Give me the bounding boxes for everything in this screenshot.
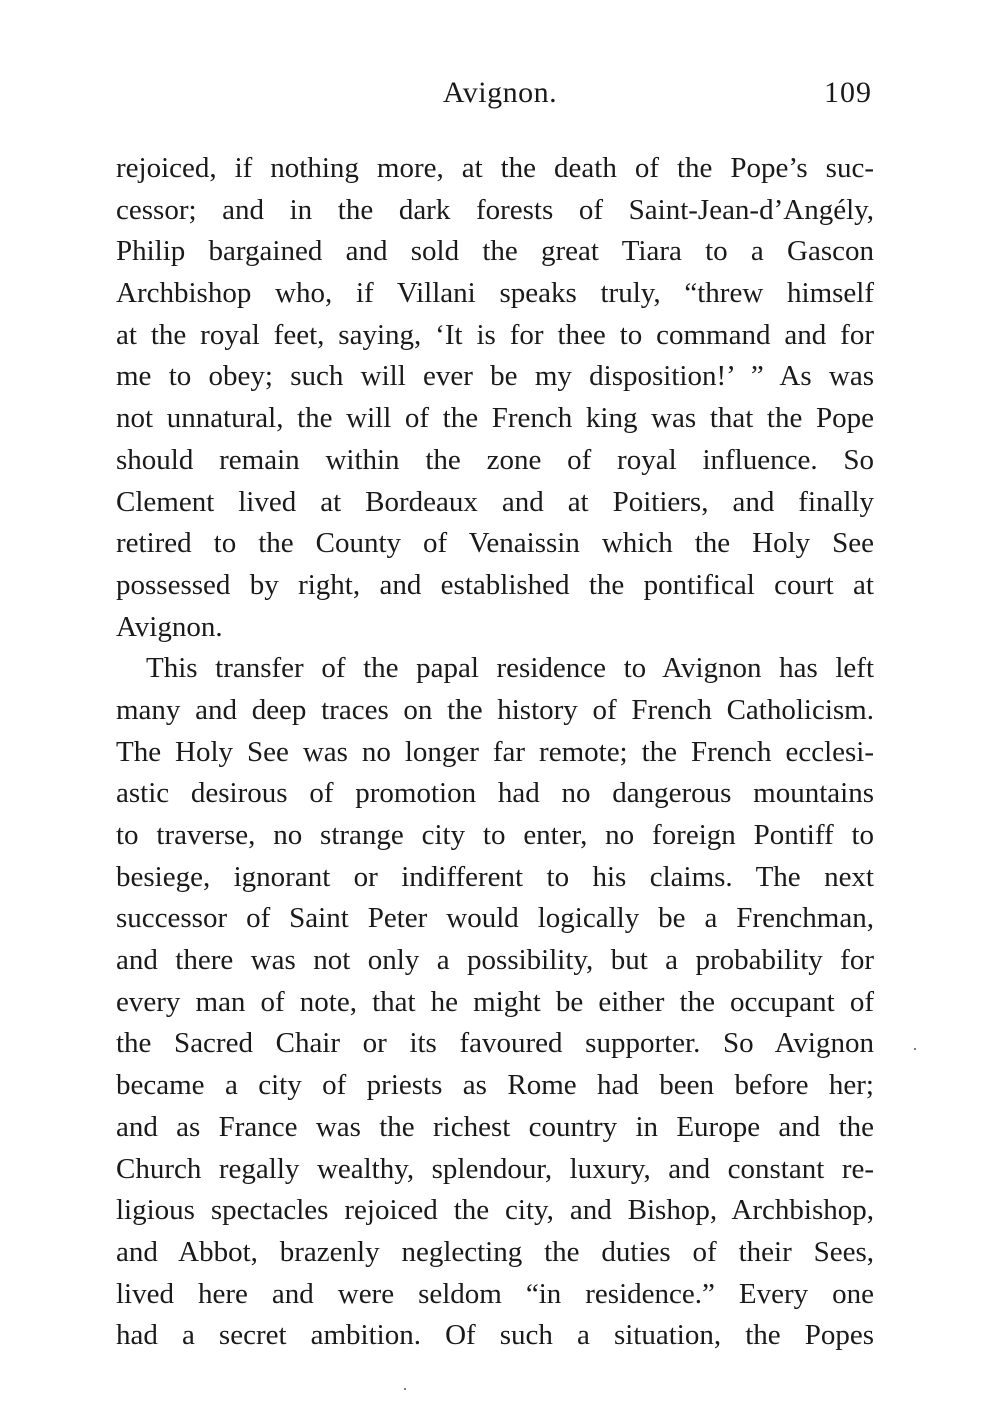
text-line: became a city of priests as Rome had been before her; <box>116 1069 874 1102</box>
text-line: retired to the County of Venaissin which the Holy See <box>116 527 874 560</box>
text-line: cessor; and in the dark forests of Saint-Jean-d’Angély, <box>116 193 874 226</box>
text-line: should remain within the zone of royal influence. So <box>116 443 874 476</box>
body-text <box>116 148 874 1357</box>
text-line: every man of note, that he might be either the occupant of <box>116 985 874 1018</box>
text-line: and Abbot, brazenly neglecting the duties of their Sees, <box>116 1235 874 1268</box>
text-line: not unnatural, the will of the French king was that the Pope <box>116 402 874 435</box>
text-line: besiege, ignorant or indifferent to his claims. The next <box>116 860 874 893</box>
scan-speck <box>914 1048 916 1050</box>
text-line: had a secret ambition. Of such a situation, the Popes <box>116 1319 874 1352</box>
text-line: lived here and were seldom “in residence.” Every one <box>116 1277 874 1310</box>
text-line: ligious spectacles rejoiced the city, and Bishop, Archbishop, <box>116 1194 874 1227</box>
text-line: and there was not only a possibility, but a probability for <box>116 944 874 977</box>
page-number: 109 <box>824 76 872 109</box>
text-line: possessed by right, and established the pontifical court at <box>116 568 874 601</box>
scan-speck <box>404 1388 406 1390</box>
text-line: the Sacred Chair or its favoured supporter. So Avignon <box>116 1027 874 1060</box>
text-line: The Holy See was no longer far remote; the French ecclesi- <box>116 735 874 768</box>
text-line: Clement lived at Bordeaux and at Poitiers, and finally <box>116 485 874 518</box>
text-line: This transfer of the papal residence to Avignon has left <box>146 652 874 685</box>
running-title: Avignon. <box>442 76 558 109</box>
text-line: and as France was the richest country in Europe and the <box>116 1110 874 1143</box>
text-line: me to obey; such will ever be my disposition!’ ” As was <box>116 360 874 393</box>
text-line: at the royal feet, saying, ‘It is for thee to command and for <box>116 318 874 351</box>
text-line: successor of Saint Peter would logically be a Frenchman, <box>116 902 874 935</box>
text-line: Church regally wealthy, splendour, luxury, and constant re- <box>116 1152 874 1185</box>
text-line: astic desirous of promotion had no dangerous mountains <box>116 777 874 810</box>
text-line: many and deep traces on the history of French Catholicism. <box>116 693 874 726</box>
text-line: Philip bargained and sold the great Tiara to a Gascon <box>116 235 874 268</box>
text-line: Archbishop who, if Villani speaks truly, “threw himself <box>116 277 874 310</box>
text-line: to traverse, no strange city to enter, no foreign Pontiff to <box>116 819 874 851</box>
text-line: Avignon. <box>116 610 223 643</box>
text-line: rejoiced, if nothing more, at the death of the Pope’s suc- <box>116 152 874 184</box>
